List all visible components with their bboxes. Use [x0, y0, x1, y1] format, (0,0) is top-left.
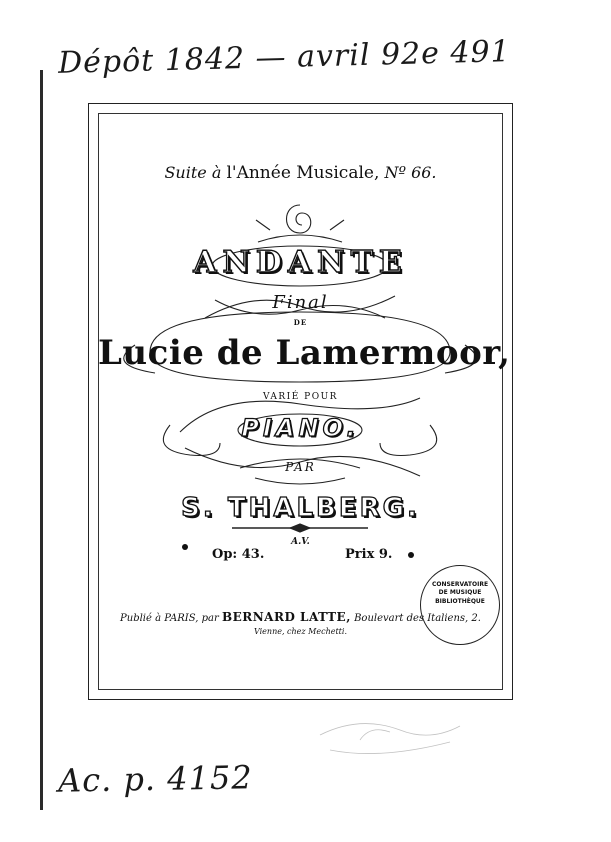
handwritten-depot-note: Dépôt 1842 — avril 92e 491 [57, 34, 512, 81]
price: Prix 9. [345, 547, 393, 562]
work-subtitle: Final [272, 292, 329, 313]
opus-number: Op: 43. [212, 547, 265, 562]
stamp-line-2: DE MUSIQUE [438, 589, 482, 597]
series-line [98, 163, 503, 183]
ink-dot [182, 544, 188, 550]
ink-dot [408, 552, 414, 558]
av-mark: A.V. [291, 537, 310, 547]
composer-name: S. THALBERG. [181, 493, 420, 523]
instrument-title: PIANO. [241, 414, 360, 442]
handwritten-call-number: Ac. p. 4152 [57, 758, 253, 800]
par-label: PAR [285, 460, 316, 474]
varie-label: VARIÉ POUR [263, 392, 338, 402]
stamp-line-3: BIBLIOTHÈQUE [435, 597, 485, 605]
publisher-address: Boulevart des Italiens, 2. [354, 613, 481, 624]
work-title: ANDANTE [193, 245, 408, 280]
series-name: l'Année Musicale, [226, 163, 380, 183]
publisher-prefix: Publié à PARIS, par [120, 613, 219, 624]
de-label: DE [293, 318, 308, 327]
stamp-line-1: CONSERVATOIRE [431, 581, 489, 588]
series-number: Nº 66. [384, 163, 437, 182]
vienne-line: Vienne, chez Mechetti. [253, 627, 347, 636]
opera-title: Lucie de Lamermoor, [98, 333, 511, 373]
library-stamp [420, 565, 500, 645]
series-prefix: Suite à [164, 163, 222, 182]
publisher-name: BERNARD LATTE, [221, 610, 351, 624]
